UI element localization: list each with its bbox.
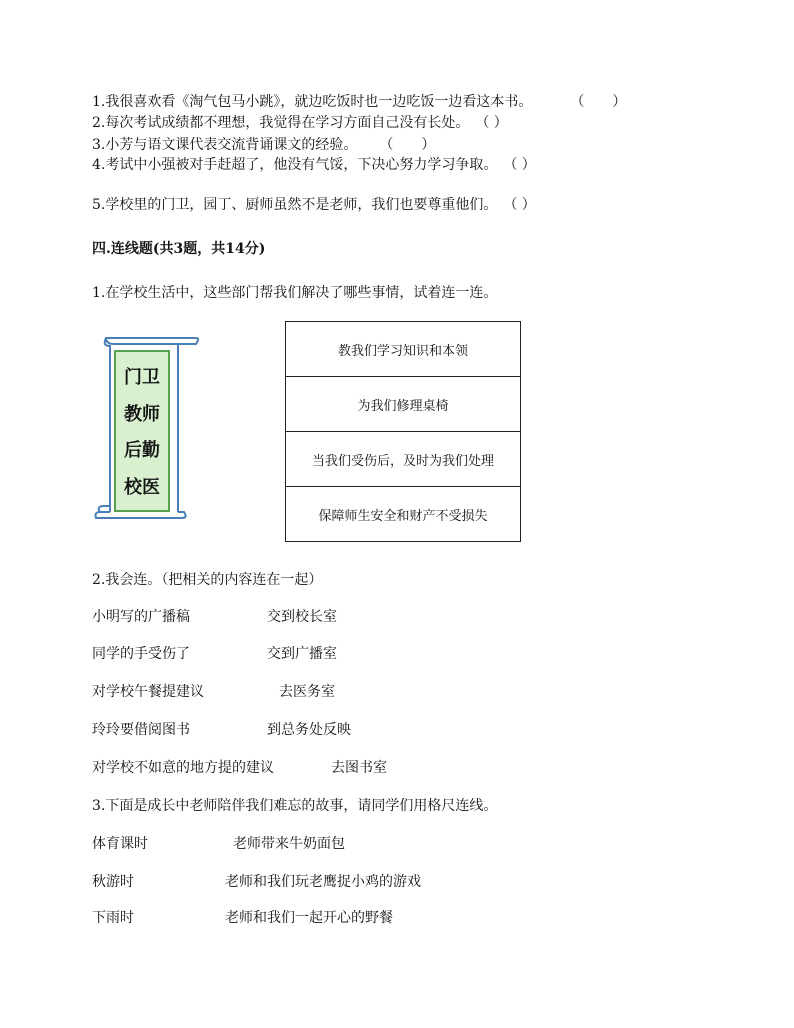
match-right-item[interactable]: 交到广播室	[267, 646, 337, 662]
judgement-item-4	[92, 155, 536, 175]
match-right-item[interactable]: 老师和我们玩老鹰捉小鸡的游戏	[225, 874, 421, 890]
match-left-item[interactable]: 对学校不如意的地方提的建议	[92, 760, 274, 776]
match-left-item[interactable]: 下雨时	[92, 910, 134, 926]
match-left-item[interactable]: 小明写的广播稿	[92, 609, 190, 625]
departments-scroll	[92, 330, 202, 522]
match-right-item[interactable]: 交到校长室	[267, 609, 337, 625]
duty-cell[interactable]: 为我们修理桌椅	[286, 377, 521, 432]
match-right-item[interactable]: 去医务室	[279, 684, 335, 700]
duties-table	[285, 321, 521, 542]
answer-parenthesis[interactable]: （ ）	[503, 157, 536, 173]
department-guard[interactable]: 门卫	[124, 367, 160, 389]
match-left-item[interactable]: 对学校午餐提建议	[92, 684, 204, 700]
department-logistics[interactable]: 后勤	[124, 440, 160, 462]
duty-cell[interactable]: 保障师生安全和财产不受损失	[286, 487, 521, 542]
match-right-item[interactable]: 老师带来牛奶面包	[233, 836, 345, 852]
match-right-item[interactable]: 老师和我们一起开心的野餐	[225, 910, 393, 926]
answer-parenthesis[interactable]: （ ）	[379, 137, 436, 153]
match-right-item[interactable]: 去图书室	[331, 760, 387, 776]
judgement-text: 5.学校里的门卫，园丁、厨师虽然不是老师，我们也要尊重他们。	[92, 197, 498, 213]
match-left-item[interactable]: 秋游时	[92, 874, 134, 890]
department-teacher[interactable]: 教师	[124, 403, 160, 425]
departments-list	[114, 350, 170, 512]
answer-parenthesis[interactable]: （ ）	[475, 115, 508, 131]
judgement-text: 2.每次考试成绩都不理想，我觉得在学习方面自己没有长处。	[92, 115, 470, 131]
match-left-item[interactable]: 体育课时	[92, 836, 148, 852]
match-right-item[interactable]: 到总务处反映	[267, 722, 351, 738]
match-left-item[interactable]: 同学的手受伤了	[92, 646, 190, 662]
duty-cell[interactable]: 教我们学习知识和本领	[286, 322, 521, 377]
judgement-item-1	[92, 92, 626, 112]
judgement-item-5	[92, 195, 536, 215]
match-left-item[interactable]: 玲玲要借阅图书	[92, 722, 190, 738]
question-2-prompt: 2.我会连。（把相关的内容连在一起）	[92, 572, 323, 588]
judgement-text: 3.小芳与语文课代表交流背诵课文的经验。	[92, 137, 358, 153]
question-1-prompt: 1.在学校生活中，这些部门帮我们解决了哪些事情，试着连一连。	[92, 285, 498, 301]
department-doctor[interactable]: 校医	[124, 476, 160, 498]
judgement-text: 4.考试中小强被对手赶超了，他没有气馁，下决心努力学习争取。	[92, 157, 498, 173]
duty-cell[interactable]: 当我们受伤后，及时为我们处理	[286, 432, 521, 487]
judgement-item-3	[92, 135, 435, 155]
answer-parenthesis[interactable]: （ ）	[503, 197, 536, 213]
section-heading: 四.连线题(共3题，共14分)	[92, 241, 266, 257]
answer-parenthesis[interactable]: （ ）	[570, 94, 627, 110]
judgement-text: 1.我很喜欢看《淘气包马小跳》，就边吃饭时也一边吃饭一边看这本书。	[92, 94, 533, 110]
judgement-item-2	[92, 113, 508, 133]
question-3-prompt: 3.下面是成长中老师陪伴我们难忘的故事，请同学们用格尺连线。	[92, 798, 498, 814]
